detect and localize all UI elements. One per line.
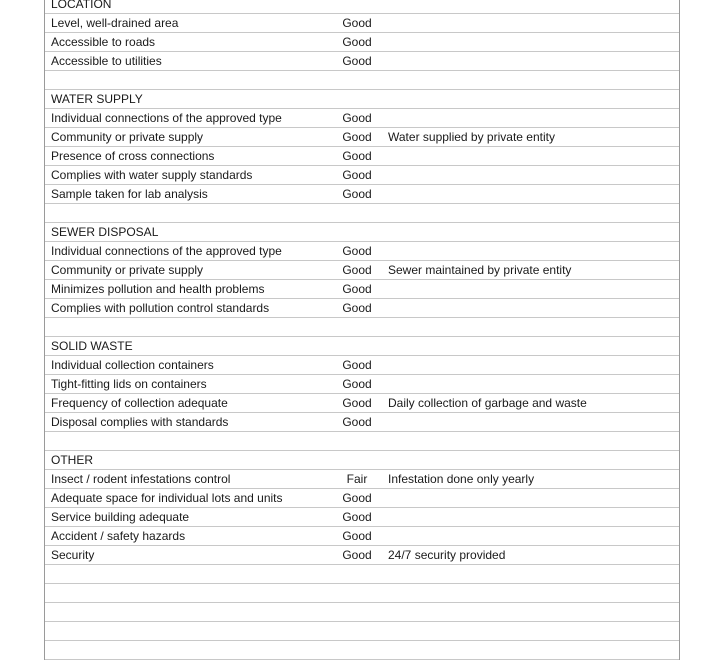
remark-text: Sewer maintained by private entity (388, 263, 572, 277)
section-title: LOCATION (51, 0, 112, 11)
table-row (45, 242, 679, 261)
blank-row (45, 584, 679, 603)
table-row (45, 109, 679, 128)
rating-value: Good (342, 16, 372, 30)
item-label: Accessible to roads (51, 35, 156, 49)
rating-value: Good (342, 35, 372, 49)
table-row (45, 527, 679, 546)
rating-value: Good (342, 130, 372, 144)
section-title: SEWER DISPOSAL (51, 225, 159, 239)
section-header-row (45, 451, 679, 470)
rating-value: Good (342, 301, 372, 315)
section-title: OTHER (51, 453, 93, 467)
table-row (45, 413, 679, 432)
blank-row (45, 318, 679, 337)
item-label: Adequate space for individual lots and units (51, 491, 283, 505)
item-label: Insect / rodent infestations control (51, 472, 231, 486)
remark-text: Water supplied by private entity (388, 130, 555, 144)
rating-value: Fair (346, 472, 368, 486)
rating-value: Good (342, 510, 372, 524)
rating-value: Good (342, 111, 372, 125)
rating-value: Good (342, 149, 372, 163)
blank-row (45, 603, 679, 622)
inspection-sheet (44, 0, 680, 660)
item-label: Presence of cross connections (51, 149, 215, 163)
section-title: WATER SUPPLY (51, 92, 143, 106)
rating-value: Good (342, 358, 372, 372)
table-row (45, 299, 679, 318)
table-row (45, 128, 679, 147)
table-row (45, 261, 679, 280)
rating-value: Good (342, 491, 372, 505)
item-label: Security (51, 548, 95, 562)
table-row (45, 166, 679, 185)
table-row (45, 470, 679, 489)
item-label: Complies with pollution control standards (51, 301, 270, 315)
remark-text: 24/7 security provided (388, 548, 506, 562)
table-row (45, 375, 679, 394)
item-label: Community or private supply (51, 130, 204, 144)
item-label: Accessible to utilities (51, 54, 162, 68)
item-label: Community or private supply (51, 263, 204, 277)
item-label: Minimizes pollution and health problems (51, 282, 265, 296)
rating-value: Good (342, 548, 372, 562)
item-label: Sample taken for lab analysis (51, 187, 208, 201)
item-label: Frequency of collection adequate (51, 396, 228, 410)
item-label: Individual connections of the approved type (51, 111, 282, 125)
rating-value: Good (342, 54, 372, 68)
table-row (45, 394, 679, 413)
table-row (45, 147, 679, 166)
item-label: Service building adequate (51, 510, 190, 524)
section-header-row (45, 90, 679, 109)
rating-value: Good (342, 244, 372, 258)
rating-value: Good (342, 377, 372, 391)
table-row (45, 280, 679, 299)
item-label: Level, well-drained area (51, 16, 179, 30)
rating-value: Good (342, 396, 372, 410)
item-label: Individual collection containers (51, 358, 214, 372)
table-row (45, 489, 679, 508)
section-title: SOLID WASTE (51, 339, 133, 353)
blank-row (45, 204, 679, 223)
rating-value: Good (342, 168, 372, 182)
blank-row (45, 432, 679, 451)
blank-row (45, 622, 679, 641)
rating-value: Good (342, 529, 372, 543)
table-row (45, 52, 679, 71)
blank-row (45, 641, 679, 660)
remark-text: Infestation done only yearly (388, 472, 535, 486)
rating-value: Good (342, 282, 372, 296)
rating-value: Good (342, 263, 372, 277)
blank-row (45, 565, 679, 584)
table-row (45, 356, 679, 375)
item-label: Disposal complies with standards (51, 415, 229, 429)
blank-row (45, 71, 679, 90)
remark-text: Daily collection of garbage and waste (388, 396, 587, 410)
item-label: Complies with water supply standards (51, 168, 253, 182)
rating-value: Good (342, 415, 372, 429)
item-label: Tight-fitting lids on containers (51, 377, 207, 391)
rating-value: Good (342, 187, 372, 201)
section-header-row (45, 337, 679, 356)
table-row (45, 185, 679, 204)
item-label: Accident / safety hazards (51, 529, 186, 543)
table-row (45, 33, 679, 52)
table-row (45, 546, 679, 565)
table-row (45, 14, 679, 33)
section-header-row (45, 0, 679, 14)
item-label: Individual connections of the approved type (51, 244, 282, 258)
section-header-row (45, 223, 679, 242)
table-row (45, 508, 679, 527)
